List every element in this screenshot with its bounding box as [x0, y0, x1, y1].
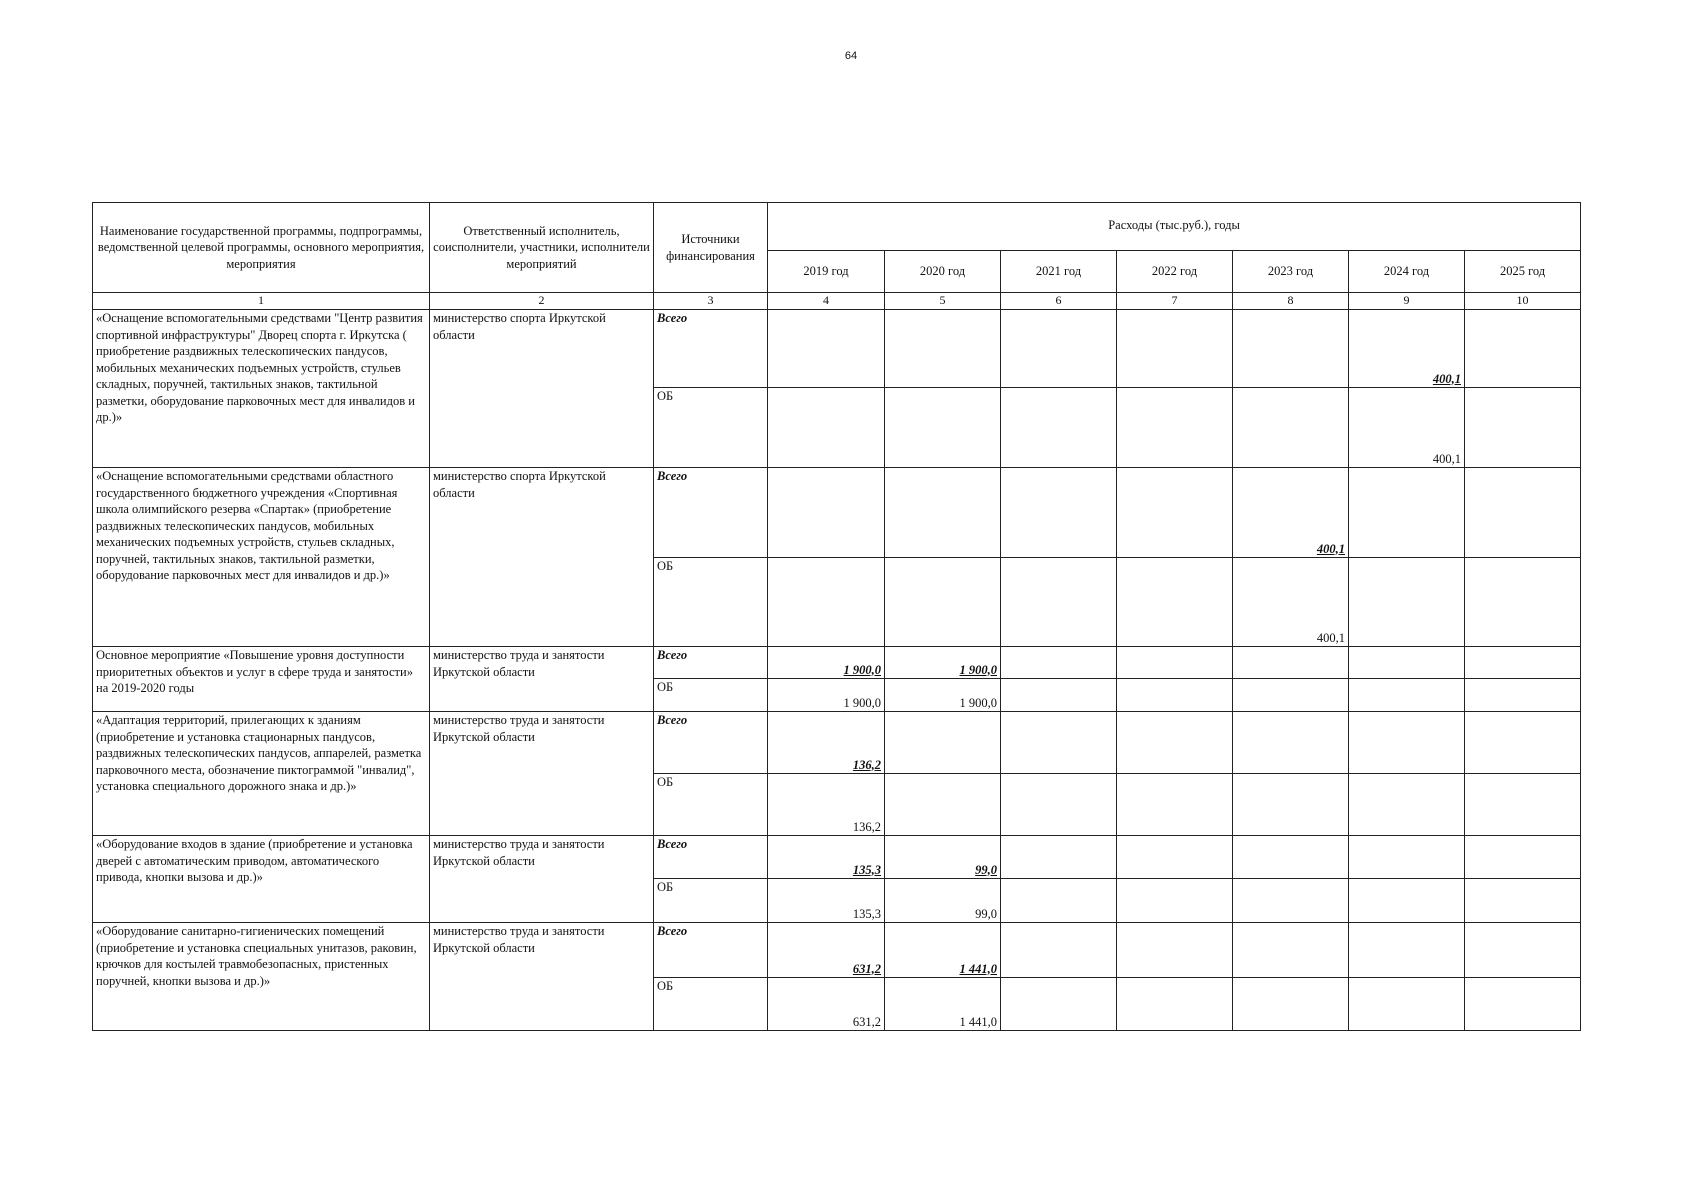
- column-number: 2: [430, 293, 654, 310]
- value-ob: [1117, 774, 1233, 836]
- value-total: 99,0: [885, 836, 1001, 879]
- value-total: 135,3: [768, 836, 885, 879]
- value-ob: [1349, 774, 1465, 836]
- header-year: 2025 год: [1465, 251, 1581, 293]
- activity-name: «Оборудование санитарно-гигиенических помещений (приобретение и установка специальных унитазов, раковин, крючков для костылей травмобезопасных, пристенных поручней, кнопки вызова и др.)»: [93, 923, 430, 1031]
- value-total: [1349, 468, 1465, 558]
- value-ob: [1465, 679, 1581, 712]
- value-ob: [1465, 558, 1581, 647]
- source-ob: ОБ: [654, 558, 768, 647]
- table-row: [93, 468, 1581, 558]
- table-row: [93, 712, 1581, 774]
- header-expenses: Расходы (тыс.руб.), годы: [768, 203, 1581, 251]
- activity-name: «Оснащение вспомогательными средствами "Центр развития спортивной инфраструктуры" Дворец спорта г. Иркутска ( приобретение раздвижных телескопических пандусов, мобильных механических подъемных устройств, стульев складных, поручней, тактильных знаков, тактильной разметки, оборудование парковочных мест для инвалидов и др.)»: [93, 310, 430, 468]
- value-ob: [1117, 388, 1233, 468]
- activity-name: Основное мероприятие «Повышение уровня доступности приоритетных объектов и услуг в сфере труда и занятости» на 2019-2020 годы: [93, 647, 430, 712]
- value-total: [1117, 310, 1233, 388]
- header-year: 2023 год: [1233, 251, 1349, 293]
- table-row: [93, 923, 1581, 978]
- value-total: 136,2: [768, 712, 885, 774]
- value-ob: [1001, 774, 1117, 836]
- value-total: [1465, 712, 1581, 774]
- header-year: 2020 год: [885, 251, 1001, 293]
- source-total: Всего: [654, 712, 768, 774]
- header-year: 2019 год: [768, 251, 885, 293]
- value-total: [1001, 923, 1117, 978]
- value-ob: [1233, 679, 1349, 712]
- source-total: Всего: [654, 310, 768, 388]
- value-total: [1001, 468, 1117, 558]
- value-total: [885, 310, 1001, 388]
- value-total: [885, 468, 1001, 558]
- header-year: 2024 год: [1349, 251, 1465, 293]
- column-number: 9: [1349, 293, 1465, 310]
- column-number: 7: [1117, 293, 1233, 310]
- value-ob: 1 900,0: [768, 679, 885, 712]
- value-total: [1001, 310, 1117, 388]
- value-ob: [1465, 879, 1581, 923]
- budget-table: [92, 202, 1581, 1031]
- value-ob: 631,2: [768, 978, 885, 1031]
- value-ob: [1001, 978, 1117, 1031]
- value-total: [1233, 310, 1349, 388]
- column-number: 5: [885, 293, 1001, 310]
- value-total: [1349, 923, 1465, 978]
- value-ob: [885, 774, 1001, 836]
- value-ob: 135,3: [768, 879, 885, 923]
- value-total: [1001, 836, 1117, 879]
- executor: министерство труда и занятости Иркутской области: [430, 647, 654, 712]
- executor: министерство труда и занятости Иркутской области: [430, 836, 654, 923]
- value-total: 400,1: [1349, 310, 1465, 388]
- value-ob: [1349, 978, 1465, 1031]
- value-ob: [1233, 978, 1349, 1031]
- value-ob: 99,0: [885, 879, 1001, 923]
- source-ob: ОБ: [654, 879, 768, 923]
- value-ob: [1001, 558, 1117, 647]
- value-total: 1 900,0: [768, 647, 885, 679]
- source-total: Всего: [654, 923, 768, 978]
- column-number: 3: [654, 293, 768, 310]
- column-number: 10: [1465, 293, 1581, 310]
- executor: министерство труда и занятости Иркутской области: [430, 923, 654, 1031]
- value-ob: 1 900,0: [885, 679, 1001, 712]
- value-total: [1117, 647, 1233, 679]
- column-number: 6: [1001, 293, 1117, 310]
- value-total: 1 441,0: [885, 923, 1001, 978]
- value-ob: [1117, 679, 1233, 712]
- activity-name: «Оснащение вспомогательными средствами областного государственного бюджетного учреждения «Спортивная школа олимпийского резерва «Спартак» (приобретение раздвижных телескопических пандусов, мобильных механических подъемных устройств, стульев складных, поручней, тактильных знаков, тактильной разметки, оборудование парковочных мест для инвалидов и др.)»: [93, 468, 430, 647]
- page-number: 64: [844, 50, 858, 62]
- value-ob: [1233, 388, 1349, 468]
- executor: министерство спорта Иркутской области: [430, 310, 654, 468]
- value-total: [1465, 468, 1581, 558]
- executor: министерство спорта Иркутской области: [430, 468, 654, 647]
- executor: министерство труда и занятости Иркутской области: [430, 712, 654, 836]
- value-ob: 400,1: [1233, 558, 1349, 647]
- value-total: 631,2: [768, 923, 885, 978]
- value-ob: [1349, 558, 1465, 647]
- value-ob: [1465, 978, 1581, 1031]
- column-number: 4: [768, 293, 885, 310]
- value-ob: [1117, 558, 1233, 647]
- value-total: [1117, 836, 1233, 879]
- value-total: [1349, 647, 1465, 679]
- value-ob: [1233, 879, 1349, 923]
- value-total: [768, 310, 885, 388]
- value-ob: [1117, 879, 1233, 923]
- value-total: [1465, 310, 1581, 388]
- activity-name: «Оборудование входов в здание (приобретение и установка дверей с автоматическим приводом, автоматического привода, кнопки вызова и др.)»: [93, 836, 430, 923]
- header-name: Наименование государственной программы, подпрограммы, ведомственной целевой программы, основного мероприятия, мероприятия: [93, 203, 430, 293]
- column-number: 8: [1233, 293, 1349, 310]
- value-ob: [1233, 774, 1349, 836]
- source-total: Всего: [654, 468, 768, 558]
- value-ob: [768, 388, 885, 468]
- value-total: [1233, 647, 1349, 679]
- value-total: [1233, 712, 1349, 774]
- header-year: 2022 год: [1117, 251, 1233, 293]
- value-total: [1233, 836, 1349, 879]
- value-ob: [1117, 978, 1233, 1031]
- value-ob: [1001, 879, 1117, 923]
- value-total: [1465, 923, 1581, 978]
- value-total: 400,1: [1233, 468, 1349, 558]
- value-ob: 400,1: [1349, 388, 1465, 468]
- header-year: 2021 год: [1001, 251, 1117, 293]
- value-ob: [885, 388, 1001, 468]
- value-ob: [1349, 679, 1465, 712]
- value-total: [768, 468, 885, 558]
- value-total: [1349, 712, 1465, 774]
- value-ob: [768, 558, 885, 647]
- value-ob: [1465, 774, 1581, 836]
- column-number: 1: [93, 293, 430, 310]
- value-total: [1465, 647, 1581, 679]
- value-ob: [1349, 879, 1465, 923]
- value-total: [1001, 647, 1117, 679]
- value-total: [885, 712, 1001, 774]
- value-ob: [1001, 679, 1117, 712]
- table-row: [93, 310, 1581, 388]
- table-row: [93, 647, 1581, 679]
- value-total: [1001, 712, 1117, 774]
- value-total: 1 900,0: [885, 647, 1001, 679]
- value-total: [1117, 923, 1233, 978]
- value-ob: [885, 558, 1001, 647]
- value-total: [1117, 468, 1233, 558]
- activity-name: «Адаптация территорий, прилегающих к зданиям (приобретение и установка стационарных пандусов, раздвижных телескопических пандусов, аппарелей, разметка парковочного места, обозначение пиктограммой "инвалид", установка специального дорожного знака и др.)»: [93, 712, 430, 836]
- value-ob: [1001, 388, 1117, 468]
- value-ob: 1 441,0: [885, 978, 1001, 1031]
- source-ob: ОБ: [654, 774, 768, 836]
- source-total: Всего: [654, 836, 768, 879]
- value-ob: [1465, 388, 1581, 468]
- source-ob: ОБ: [654, 978, 768, 1031]
- value-total: [1117, 712, 1233, 774]
- value-total: [1349, 836, 1465, 879]
- value-total: [1465, 836, 1581, 879]
- source-ob: ОБ: [654, 388, 768, 468]
- source-total: Всего: [654, 647, 768, 679]
- header-executor: Ответственный исполнитель, соисполнители, участники, исполнители мероприятий: [430, 203, 654, 293]
- value-ob: 136,2: [768, 774, 885, 836]
- table-row: [93, 836, 1581, 879]
- source-ob: ОБ: [654, 679, 768, 712]
- header-source: Источники финансирования: [654, 203, 768, 293]
- value-total: [1233, 923, 1349, 978]
